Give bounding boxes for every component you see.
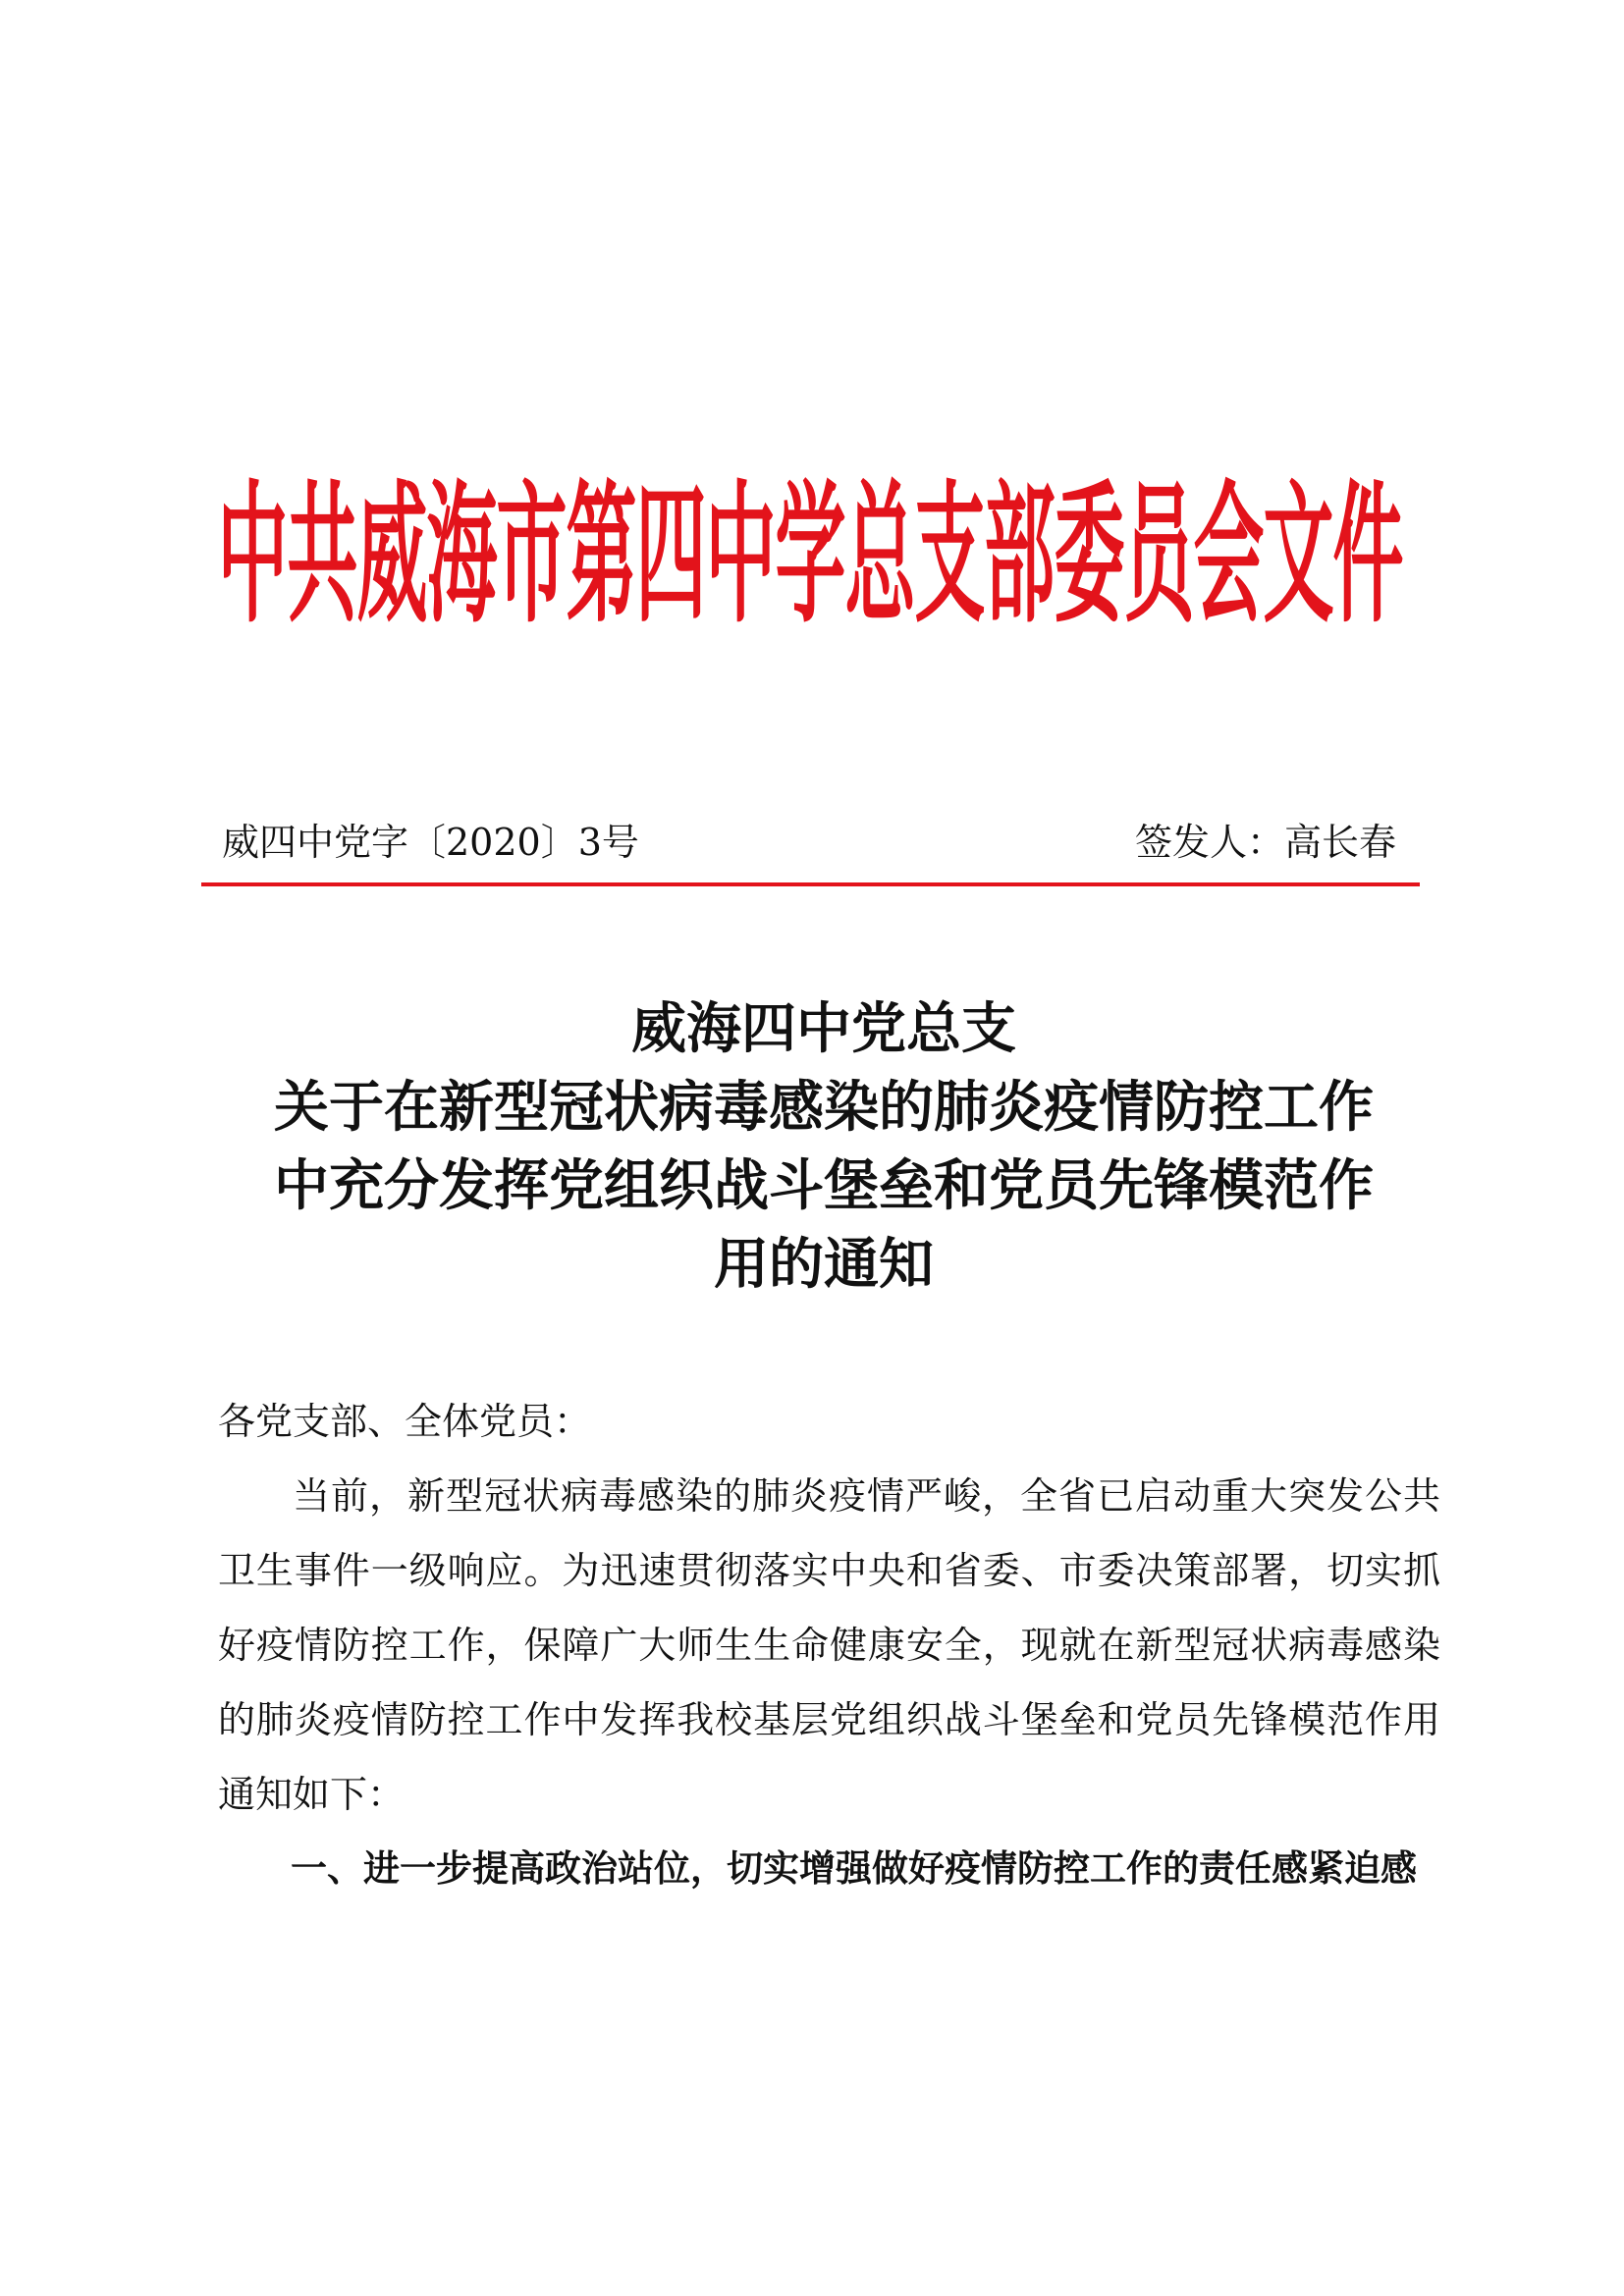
document-number: 威四中党字〔2020〕3号	[222, 821, 639, 864]
title-line-1: 威海四中党总支	[631, 996, 1016, 1061]
signer-label: 签发人：	[1134, 821, 1284, 864]
signer-name: 高长春	[1283, 821, 1396, 864]
red-header-title: 中共威海市第四中学总支部委员会文件	[217, 465, 1403, 644]
document-body	[218, 1384, 1440, 1906]
intro-paragraph: 当前，新型冠状病毒感染的肺炎疫情严峻，全省已启动重大突发公共卫生事件一级响应。为迅速贯彻落实中央和省委、市委决策部署，切实抓好疫情防控工作，保障广大师生生命健康安全，现就在新型冠状病毒感染的肺炎疫情防控工作中发挥我校基层党组织战斗堡垒和党员先锋模范作用通知如下：	[218, 1474, 1440, 1816]
section-heading-1: 一、进一步提高政治站位，切实增强做好疫情防控工作的责任感紧迫感	[291, 1847, 1417, 1890]
red-separator-line	[201, 882, 1420, 886]
title-line-2: 关于在新型冠状病毒感染的肺炎疫情防控工作	[274, 1075, 1374, 1140]
notice-title	[210, 989, 1437, 1304]
signer-block	[1135, 821, 1396, 866]
recipient-greeting: 各党支部、全体党员：	[218, 1400, 592, 1443]
title-line-4: 用的通知	[714, 1232, 934, 1297]
title-line-3: 中充分发挥党组织战斗堡垒和党员先锋模范作	[274, 1153, 1374, 1218]
